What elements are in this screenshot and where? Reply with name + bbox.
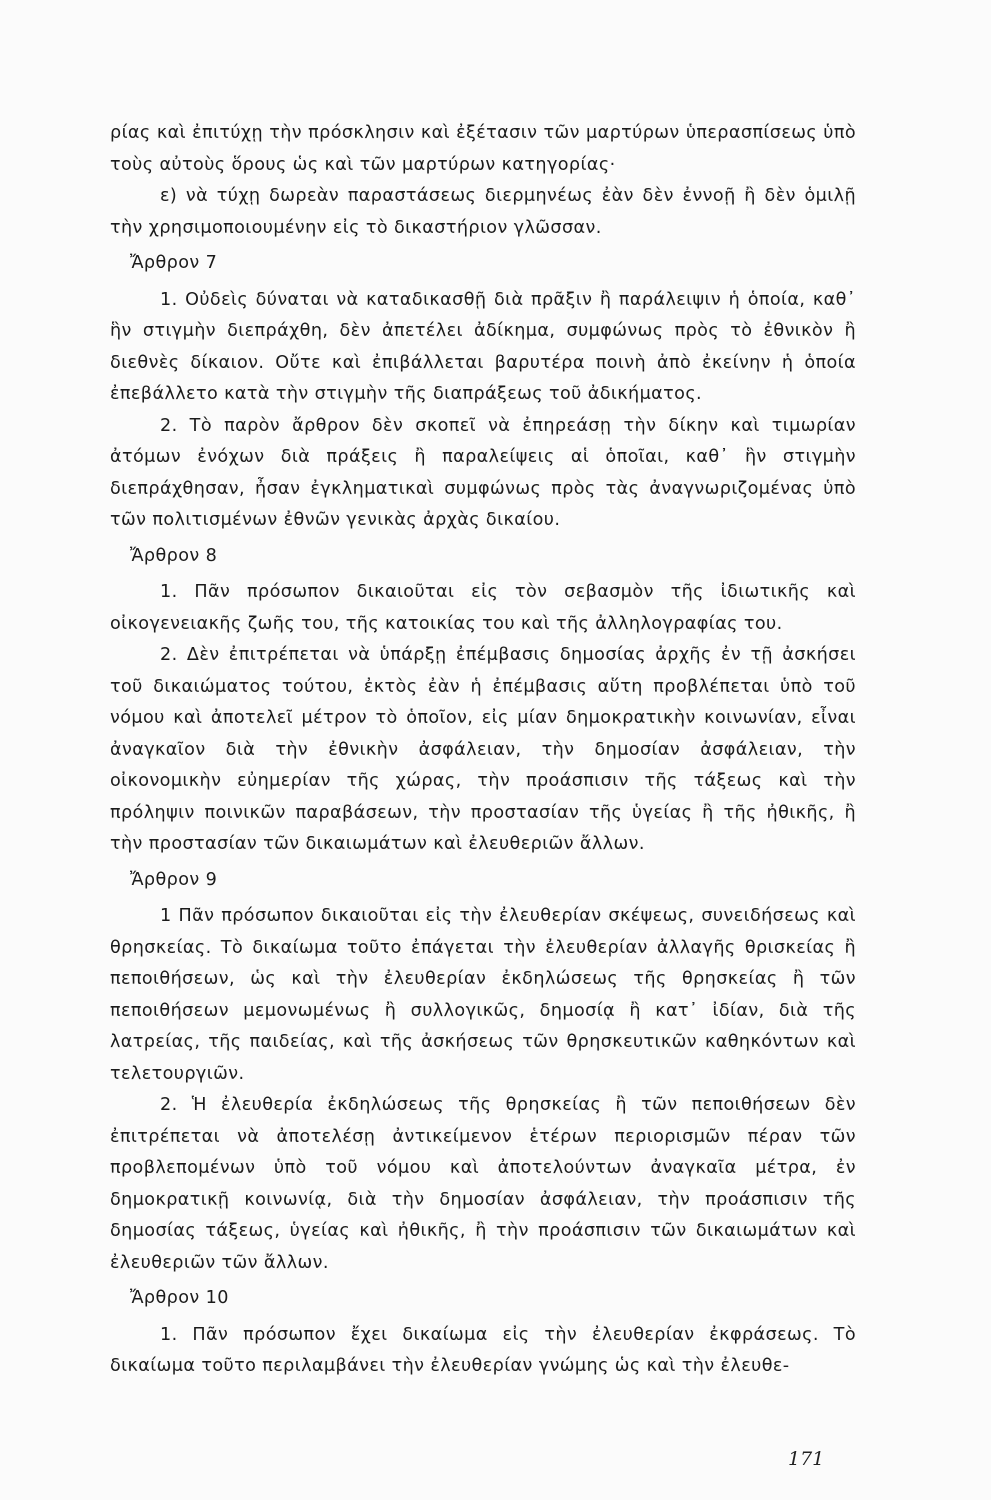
paragraph: 1. Πᾶν πρόσωπον δικαιοῦται εἰς τὸν σεβασμὸν τῆς ἰδιωτικῆς καὶ οἰκογενειακῆς ζωῆς του, τῆς κατοικίας του καὶ τῆς ἀλληλογραφίας του. — [110, 582, 856, 634]
article-heading: Ἄρθρον 9 — [130, 869, 218, 890]
page-number: 171 — [788, 1448, 825, 1470]
article-heading: Ἄρθρον 7 — [130, 253, 218, 273]
paragraph: 1 Πᾶν πρόσωπον δικαιοῦται εἰς τὴν ἐλευθερίαν σκέψεως, συνειδήσεως καὶ θρησκείας. Τὸ δικαίωμα τοῦτο ἐπάγεται τὴν ἐλευθερίαν ἀλλαγῆς θρισκείας ἢ πεποιθήσεων, ὡς καὶ τὴν ἐλευθερίαν ἐκδηλώσεως τῆς θρησκείας ἢ τῶν πεποιθήσεων μεμονωμένως ἢ συλλογικῶς, δημοσίᾳ ἢ κατ᾽ ἰδίαν, διὰ τῆς λατρείας, τῆς παιδείας, καὶ τῆς ἀσκήσεως τῶν θρησκευτικῶν καθηκόντων καὶ τελετουργιῶν. — [110, 906, 856, 1084]
paragraph: ρίας καὶ ἐπιτύχῃ τὴν πρόσκλησιν καὶ ἐξέτασιν τῶν μαρτύρων ὑπερασπίσεως ὑπὸ τοὺς αὐτοὺς ὅρους ὡς καὶ τῶν μαρτύρων κατηγορίας· — [110, 123, 856, 175]
paragraph: 1. Πᾶν πρόσωπον ἔχει δικαίωμα εἰς τὴν ἐλευθερίαν ἐκφράσεως. Τὸ δικαίωμα τοῦτο περιλαμβάνει τὴν ἐλευθερίαν γνώμης ὡς καὶ τὴν ἐλευθε- — [110, 1324, 856, 1376]
paragraph: 1. Οὐδεὶς δύναται νὰ καταδικασθῇ διὰ πρᾶξιν ἢ παράλειψιν ἡ ὁποία, καθ᾽ ἣν στιγμὴν διεπράχθη, δὲν ἀπετέλει ἀδίκημα, συμφώνως πρὸς τὸ ἐθνικὸν ἢ διεθνὲς δίκαιον. Οὔτε καὶ ἐπιβάλλεται βαρυτέρα ποινὴ ἀπὸ ἐκείνην ἡ ὁποία ἐπεβάλλετο κατὰ τὴν στιγμὴν τῆς διαπράξεως τοῦ ἀδικήματος. — [110, 289, 856, 404]
paragraph: 2. Ἡ ἐλευθερία ἐκδηλώσεως τῆς θρησκείας ἢ τῶν πεποιθήσεων δὲν ἐπιτρέπεται νὰ ἀποτελέσῃ ἀντικείμενον ἑτέρων περιορισμῶν πέραν τῶν προβλεπομένων ὑπὸ τοῦ νόμου καὶ ἀποτελούντων ἀναγκαῖα μέτρα, ἐν δημοκρατικῇ κοινωνίᾳ, διὰ τὴν δημοσίαν ἀσφάλειαν, τὴν προάσπισιν τῆς δημοσίας τάξεως, ὑγείας καὶ ἠθικῆς, ἢ τὴν προάσπισιν τῶν δικαιωμάτων καὶ ἐλευθεριῶν τῶν ἄλλων. — [110, 1095, 856, 1273]
paragraph: ε) νὰ τύχῃ δωρεὰν παραστάσεως διερμηνέως ἐὰν δὲν ἐννοῇ ἢ δὲν ὁμιλῇ τὴν χρησιμοποιουμένην εἰς τὸ δικαστήριον γλῶσσαν. — [110, 186, 856, 238]
paragraph: 2. Τὸ παρὸν ἄρθρον δὲν σκοπεῖ νὰ ἐπηρεάσῃ τὴν δίκην καὶ τιμωρίαν ἀτόμων ἐνόχων διὰ πράξεις ἢ παραλείψεις αἱ ὁποῖαι, καθ᾽ ἣν στιγμὴν διεπράχθησαν, ἦσαν ἐγκληματικαὶ συμφώνως πρὸς τὰς ἀναγνωριζομένας ὑπὸ τῶν πολιτισμένων ἐθνῶν γενικὰς ἀρχὰς δικαίου. — [110, 415, 856, 530]
body-text — [110, 118, 856, 1383]
article-heading: Ἄρθρον 10 — [130, 1288, 229, 1308]
paragraph: 2. Δὲν ἐπιτρέπεται νὰ ὑπάρξῃ ἐπέμβασις δημοσίας ἀρχῆς ἐν τῇ ἀσκήσει τοῦ δικαιώματος τούτου, ἐκτὸς ἐὰν ἡ ἐπέμβασις αὕτη προβλέπεται ὑπὸ τοῦ νόμου καὶ ἀποτελεῖ μέτρον τὸ ὁποῖον, εἰς μίαν δημοκρατικὴν κοινωνίαν, εἶναι ἀναγκαῖον διὰ τὴν ἐθνικὴν ἀσφάλειαν, τὴν δημοσίαν ἀσφάλειαν, τὴν οἰκονομικὴν εὐημερίαν τῆς χώρας, τὴν προάσπισιν τῆς τάξεως καὶ τὴν πρόληψιν ποινικῶν παραβάσεων, τὴν προστασίαν τῆς ὑγείας ἢ τῆς ἠθικῆς, ἢ τὴν προστασίαν τῶν δικαιωμάτων καὶ ἐλευθεριῶν ἄλλων. — [110, 645, 856, 854]
article-heading: Ἄρθρον 8 — [130, 545, 218, 566]
